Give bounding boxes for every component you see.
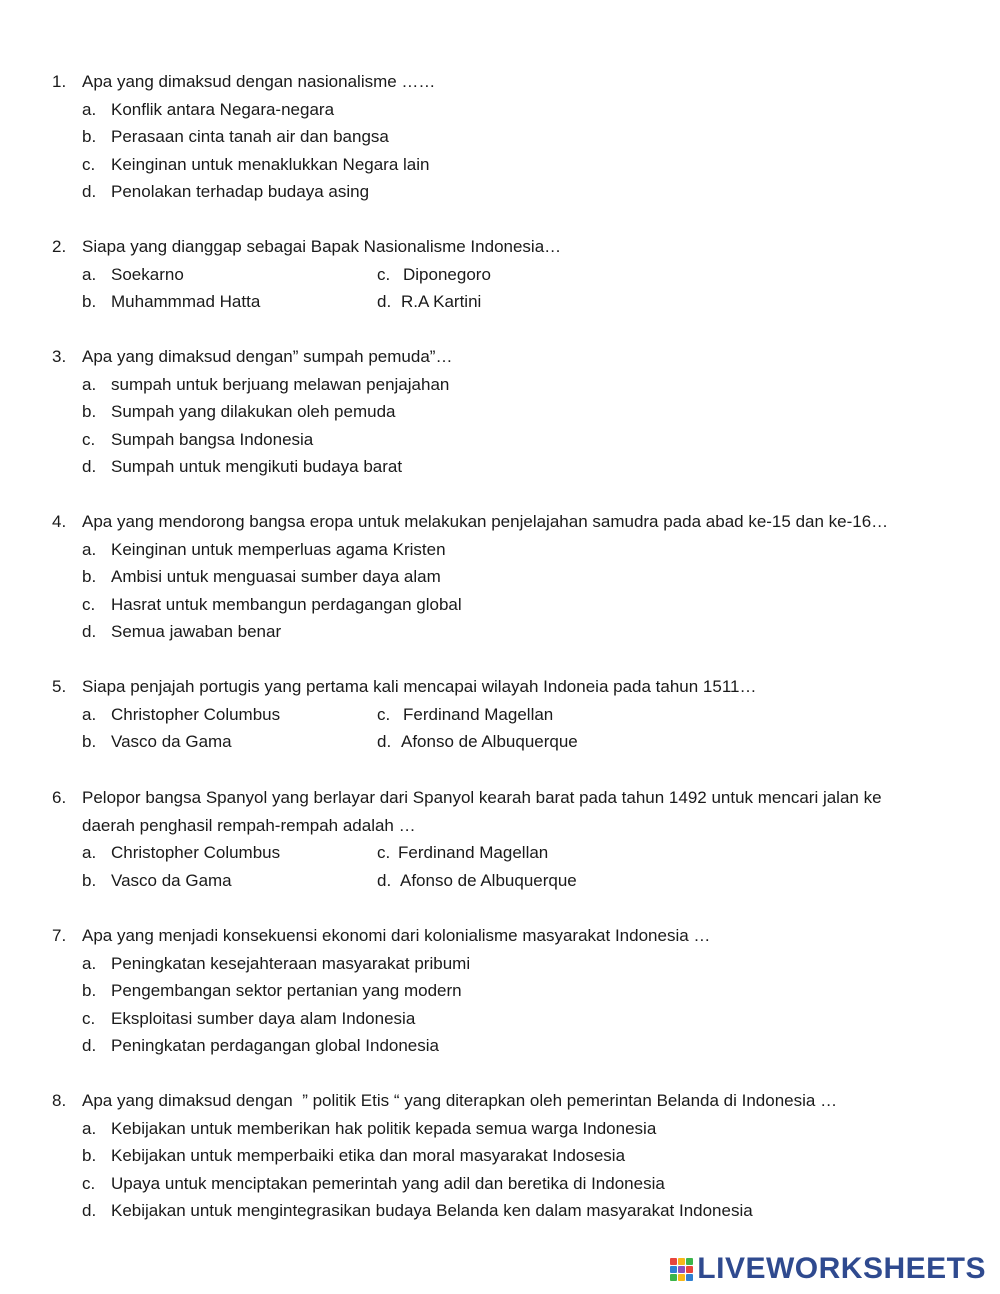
option-text: Christopher Columbus — [111, 843, 281, 863]
option-letter: a. — [82, 539, 97, 559]
option-text: Hasrat untuk membangun perdagangan global — [111, 594, 462, 614]
option-text: Penolakan terhadap budaya asing — [111, 182, 370, 202]
option-letter: a. — [82, 704, 97, 724]
option-letter: d. — [377, 732, 392, 752]
option-text: Ambisi untuk menguasai sumber daya alam — [111, 567, 441, 587]
option-letter: a. — [82, 843, 97, 863]
option-letter: b. — [82, 292, 97, 312]
option-letter: d. — [82, 457, 97, 477]
option-letter: c. — [377, 264, 391, 284]
option-letter: c. — [82, 594, 96, 614]
question-text: Siapa yang dianggap sebagai Bapak Nasionalisme Indonesia… — [82, 237, 562, 256]
option-letter: a. — [82, 1118, 97, 1138]
option-letter: b. — [82, 1146, 97, 1166]
option-letter: a. — [82, 264, 97, 284]
option-letter: b. — [82, 870, 97, 890]
option-letter: d. — [377, 292, 392, 312]
option-text: Christopher Columbus — [111, 704, 281, 724]
option-text: Keinginan untuk menaklukkan Negara lain — [111, 154, 430, 174]
question-number: 5. — [52, 677, 67, 696]
option-text: Ferdinand Magellan — [403, 704, 554, 724]
question-number: 8. — [52, 1091, 67, 1110]
option-letter: b. — [82, 981, 97, 1001]
question-text: Apa yang dimaksud dengan ” politik Etis “ yang diterapkan oleh pemerintan Belanda di Indonesia … — [82, 1091, 838, 1110]
option-letter: d. — [82, 1036, 97, 1056]
question-text: Siapa penjajah portugis yang pertama kali mencapai wilayah Indoneia pada tahun 1511… — [82, 677, 757, 696]
option-letter: a. — [82, 99, 97, 119]
option-letter: d. — [377, 870, 392, 890]
liveworksheets-logo — [670, 1253, 986, 1285]
question-number: 7. — [52, 926, 67, 945]
option-text: Ferdinand Magellan — [398, 843, 549, 863]
option-letter: b. — [82, 567, 97, 587]
logo-text: LIVEWORKSHEETS — [697, 1252, 986, 1285]
option-letter: c. — [82, 1008, 96, 1028]
option-text: Semua jawaban benar — [111, 622, 282, 642]
question-number: 2. — [52, 237, 67, 256]
option-letter: a. — [82, 953, 97, 973]
option-text: Kebijakan untuk mengintegrasikan budaya Belanda ken dalam masyarakat Indonesia — [111, 1201, 753, 1221]
question-text: Apa yang mendorong bangsa eropa untuk melakukan penjelajahan samudra pada abad ke-15 dan ke-16… — [82, 512, 889, 531]
option-text: sumpah untuk berjuang melawan penjajahan — [111, 374, 450, 394]
option-letter: b. — [82, 732, 97, 752]
option-letter: d. — [82, 622, 97, 642]
option-text: Muhammmad Hatta — [111, 292, 261, 312]
option-text: Afonso de Albuquerque — [400, 870, 577, 890]
option-letter: d. — [82, 182, 97, 202]
question-text: Apa yang menjadi konsekuensi ekonomi dari kolonialisme masyarakat Indonesia … — [82, 926, 711, 945]
question-number: 6. — [52, 788, 67, 807]
option-text: R.A Kartini — [401, 292, 482, 312]
option-letter: c. — [82, 1173, 96, 1193]
question-number: 4. — [52, 512, 67, 531]
option-letter: c. — [377, 704, 391, 724]
option-text: Sumpah bangsa Indonesia — [111, 429, 314, 449]
option-text: Afonso de Albuquerque — [401, 732, 578, 752]
question-text: Apa yang dimaksud dengan nasionalisme …… — [82, 72, 436, 91]
option-text: Kebijakan untuk memberikan hak politik kepada semua warga Indonesia — [111, 1118, 657, 1138]
option-letter: c. — [377, 843, 391, 863]
logo-mark-icon — [670, 1258, 693, 1281]
option-text: Keinginan untuk memperluas agama Kristen — [111, 539, 446, 559]
option-text: Perasaan cinta tanah air dan bangsa — [111, 127, 389, 147]
option-letter: a. — [82, 374, 97, 394]
option-text: Eksploitasi sumber daya alam Indonesia — [111, 1008, 416, 1028]
option-letter: c. — [82, 154, 96, 174]
option-letter: d. — [82, 1201, 97, 1221]
option-text: Diponegoro — [403, 264, 491, 284]
option-text: Vasco da Gama — [111, 870, 232, 890]
option-text: Pengembangan sektor pertanian yang modern — [111, 981, 462, 1001]
question-text: Apa yang dimaksud dengan” sumpah pemuda”… — [82, 347, 453, 366]
option-text: Peningkatan perdagangan global Indonesia — [111, 1036, 439, 1056]
question-number: 1. — [52, 72, 67, 91]
option-text: Vasco da Gama — [111, 732, 232, 752]
option-text: Konflik antara Negara-negara — [111, 99, 335, 119]
option-letter: b. — [82, 402, 97, 422]
question-number: 3. — [52, 347, 67, 366]
option-text: Kebijakan untuk memperbaiki etika dan moral masyarakat Indosesia — [111, 1146, 626, 1166]
option-text: Sumpah untuk mengikuti budaya barat — [111, 457, 403, 477]
question-text: Pelopor bangsa Spanyol yang berlayar dari Spanyol kearah barat pada tahun 1492 untuk mencari jalan ke daerah penghasil rempah-rempah adalah … — [82, 788, 882, 835]
option-text: Soekarno — [111, 264, 184, 284]
option-letter: c. — [82, 429, 96, 449]
option-text: Upaya untuk menciptakan pemerintah yang adil dan beretika di Indonesia — [111, 1173, 665, 1193]
option-letter: b. — [82, 127, 97, 147]
option-text: Sumpah yang dilakukan oleh pemuda — [111, 402, 396, 422]
option-text: Peningkatan kesejahteraan masyarakat pribumi — [111, 953, 471, 973]
